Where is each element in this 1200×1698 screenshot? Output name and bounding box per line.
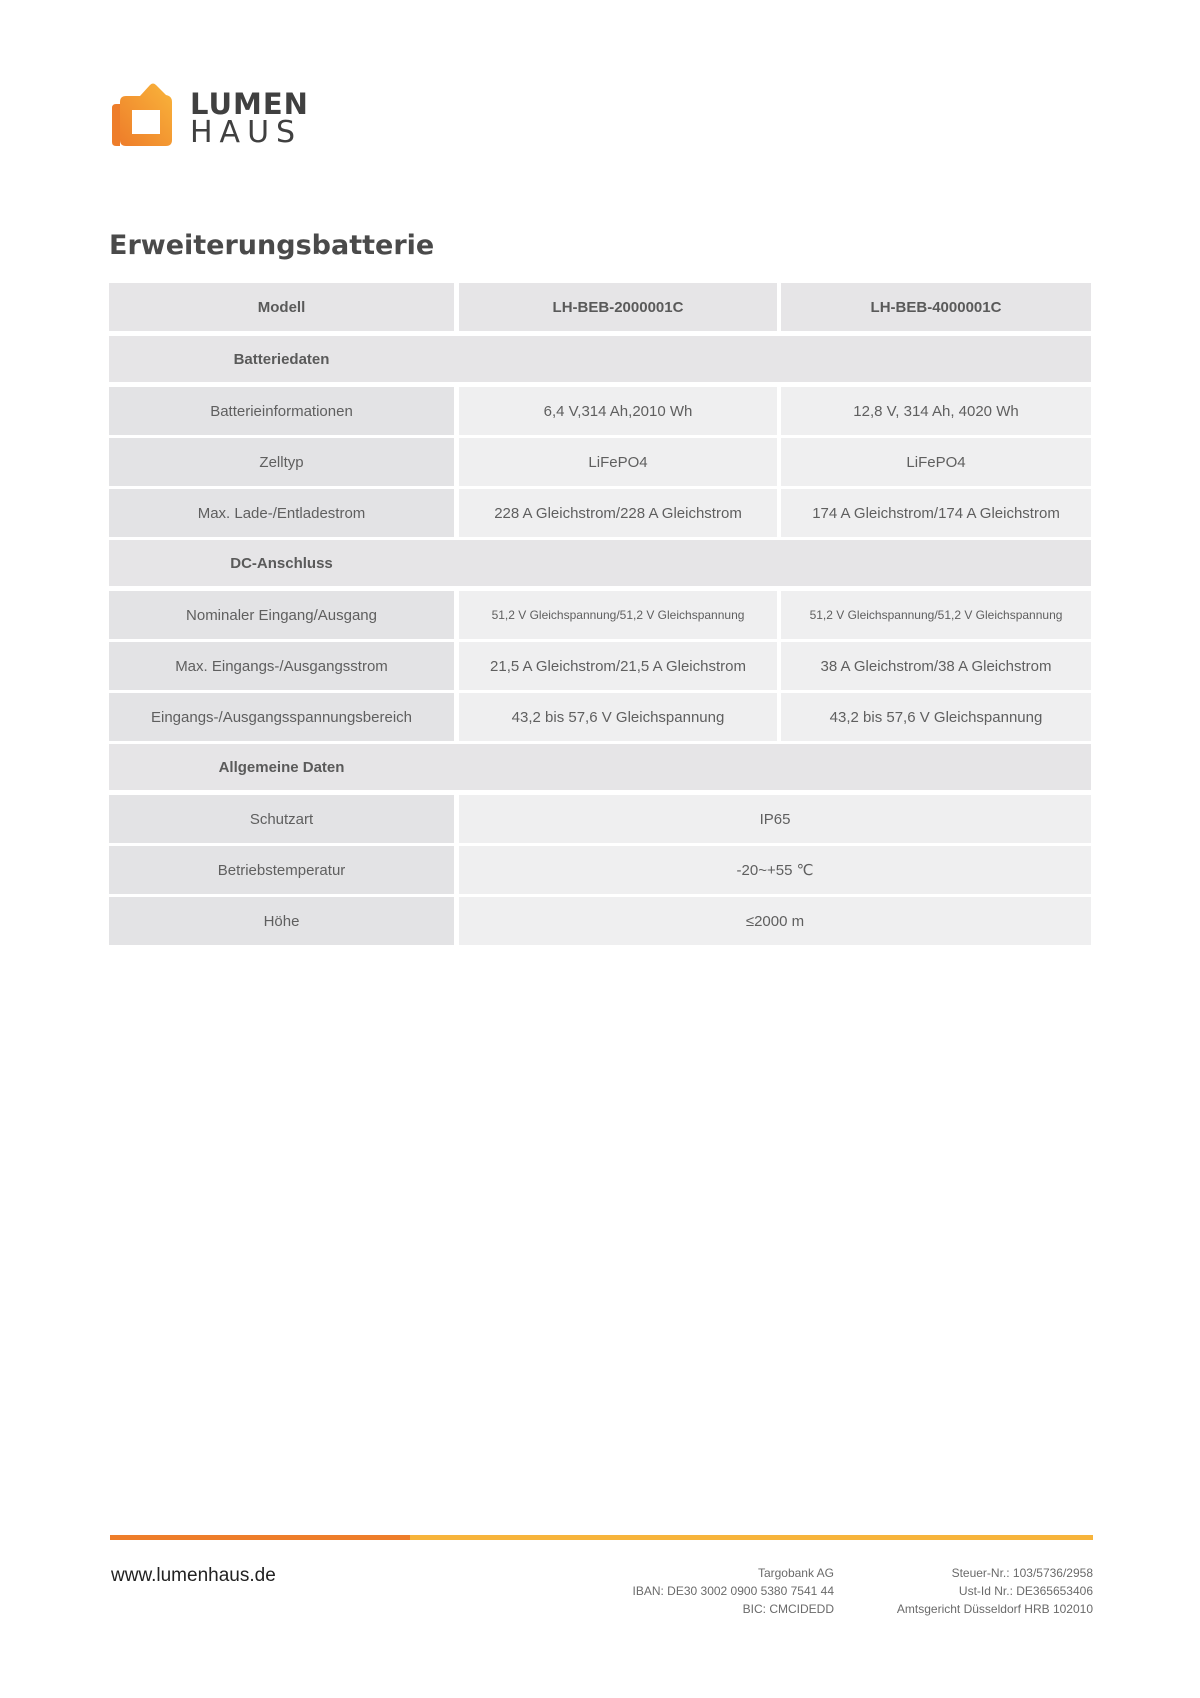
table-row [109,438,1091,486]
bank-iban: IBAN: DE30 3002 0900 5380 7541 44 [632,1584,834,1598]
row-value-2: 12,8 V, 314 Ah, 4020 Wh [781,387,1091,435]
section-title: Batteriedaten [233,350,330,368]
row-value-1: 51,2 V Gleichspannung/51,2 V Gleichspannung [459,591,777,639]
row-value-1: 6,4 V,314 Ah,2010 Wh [459,387,777,435]
logo-line-1: LUMEN [190,87,309,121]
row-label: Nominaler Eingang/Ausgang [109,591,454,639]
header-label: Modell [109,283,454,331]
row-label: Höhe [109,897,454,945]
footer-divider-right [410,1535,1093,1540]
court-registration: Amtsgericht Düsseldorf HRB 102010 [896,1602,1093,1616]
section-title: DC-Anschluss [230,554,333,572]
row-value-2: 51,2 V Gleichspannung/51,2 V Gleichspannung [781,591,1091,639]
row-value-2: 38 A Gleichstrom/38 A Gleichstrom [781,642,1091,690]
header-model-1: LH-BEB-2000001C [459,283,777,331]
table-row [109,795,1091,843]
house-logo-icon [110,82,182,148]
footer-divider-left [110,1535,410,1540]
table-header-row [109,283,1091,331]
row-value-1: 228 A Gleichstrom/228 A Gleichstrom [459,489,777,537]
row-label: Max. Eingangs-/Ausgangsstrom [109,642,454,690]
tax-details [897,1564,1093,1618]
vat-id: Ust-Id Nr.: DE365653406 [958,1584,1093,1598]
row-label: Zelltyp [109,438,454,486]
row-label: Schutzart [109,795,454,843]
section-row [109,336,1091,382]
bank-details [633,1564,835,1618]
logo-wordmark [190,87,309,150]
row-value-1: 21,5 A Gleichstrom/21,5 A Gleichstrom [459,642,777,690]
row-label: Max. Lade-/Entladestrom [109,489,454,537]
table-row [109,846,1091,894]
row-label: Eingangs-/Ausgangsspannungsbereich [109,693,454,741]
page-title: Erweiterungsbatterie [109,230,435,261]
row-value-2: LiFePO4 [781,438,1091,486]
row-value: IP65 [459,795,1091,843]
row-label: Betriebstemperatur [109,846,454,894]
row-value-1: 43,2 bis 57,6 V Gleichspannung [459,693,777,741]
table-row [109,489,1091,537]
table-row [109,897,1091,945]
bank-name: Targobank AG [757,1566,834,1580]
row-value-2: 43,2 bis 57,6 V Gleichspannung [781,693,1091,741]
row-value: -20~+55 ℃ [459,846,1091,894]
table-row [109,387,1091,435]
table-row [109,591,1091,639]
row-value-1: LiFePO4 [459,438,777,486]
row-label: Batterieinformationen [109,387,454,435]
table-row [109,642,1091,690]
header-model-2: LH-BEB-4000001C [781,283,1091,331]
tax-number: Steuer-Nr.: 103/5736/2958 [951,1566,1093,1580]
section-title: Allgemeine Daten [218,758,345,776]
website-link[interactable]: www.lumenhaus.de [111,1565,276,1586]
bank-bic: BIC: CMCIDEDD [742,1602,834,1616]
table-row [109,693,1091,741]
row-value: ≤2000 m [459,897,1091,945]
row-value-2: 174 A Gleichstrom/174 A Gleichstrom [781,489,1091,537]
logo-line-2: HAUS [190,115,303,150]
section-row [109,744,1091,790]
section-row [109,540,1091,586]
company-logo [110,82,325,150]
